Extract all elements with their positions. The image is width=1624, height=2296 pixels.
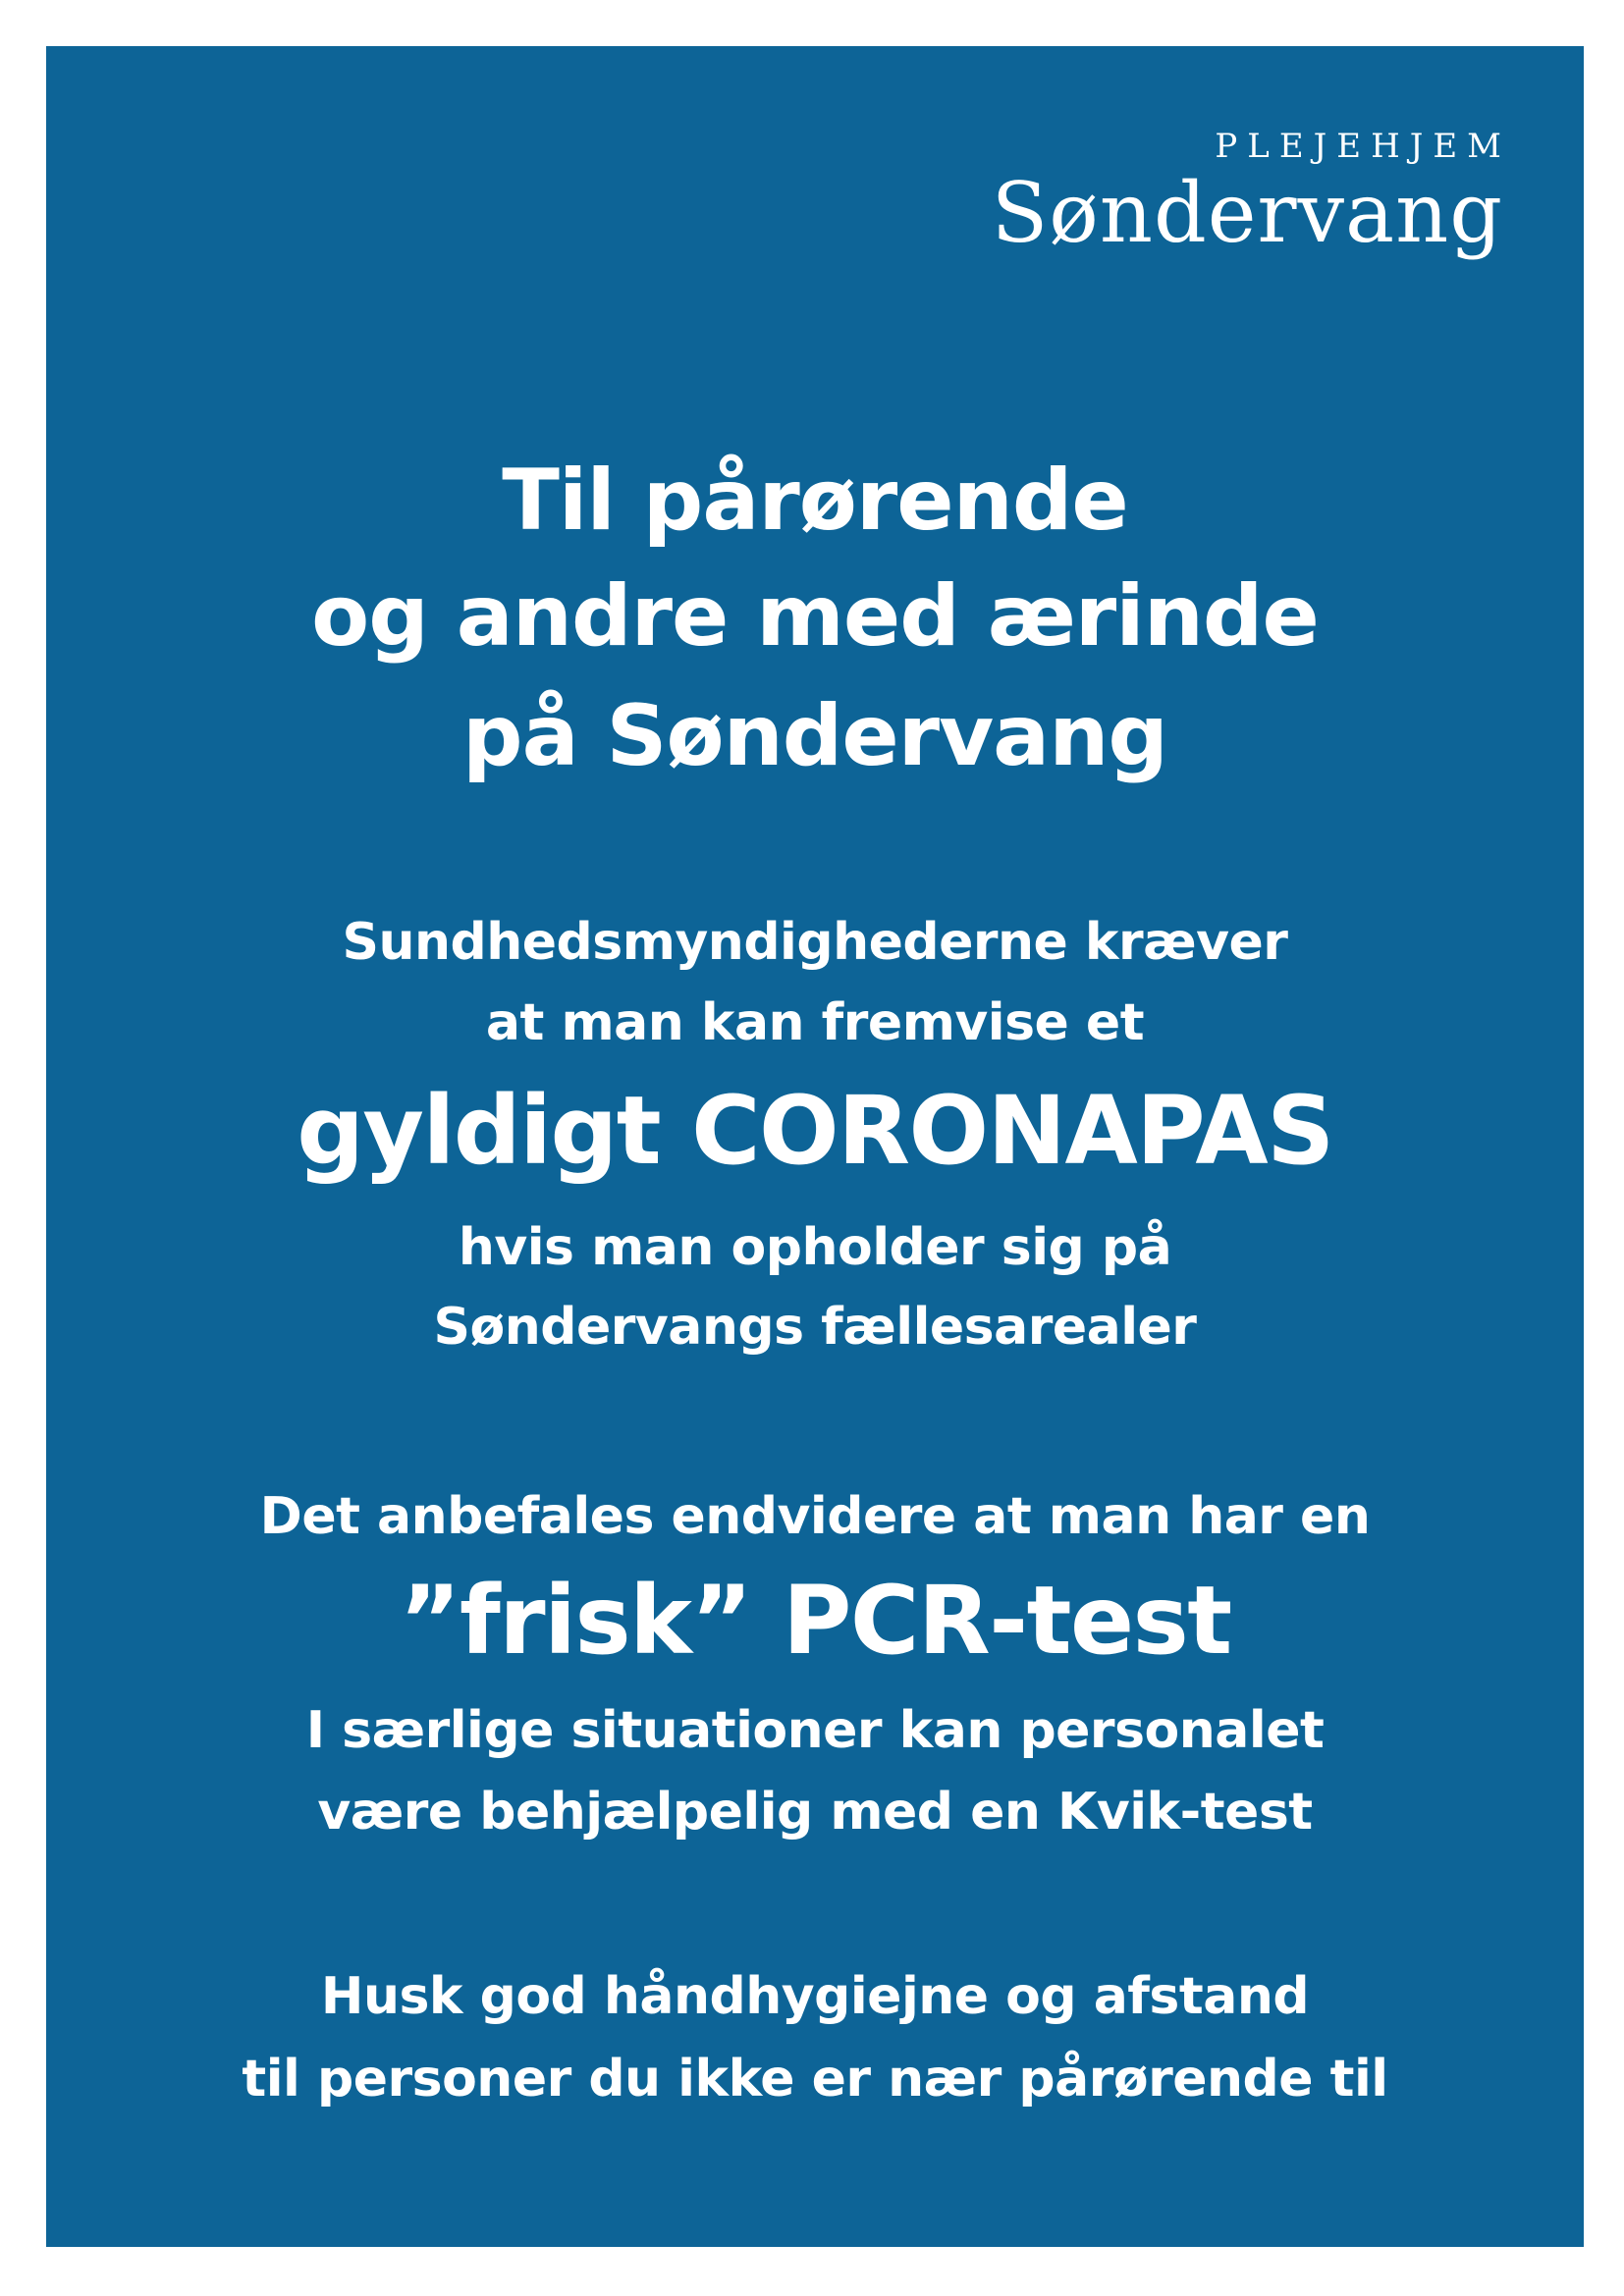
section1-outro-line-1: hvis man opholder sig på [458, 1218, 1172, 1277]
headline-line-1: Til pårørende [502, 452, 1128, 550]
section1-outro-line-2: Søndervangs fællesarealer [433, 1298, 1197, 1357]
plejehjem-sondervang-logo [991, 127, 1511, 261]
section2-outro-line-1: I særlige situationer kan personalet [305, 1701, 1325, 1760]
logo-large-text: Søndervang [991, 165, 1503, 261]
section3-line-2: til personer du ikke er nær pårørende til [242, 2050, 1388, 2109]
coronapas-emphasis: gyldigt CORONAPAS [297, 1076, 1333, 1186]
section2-outro-line-2: være behjælpelig med en Kvik-test [317, 1783, 1313, 1842]
headline-line-2: og andre med ærinde [311, 567, 1319, 666]
poster-panel [46, 46, 1584, 2247]
section3-line-1: Husk god håndhygiejne og afstand [320, 1967, 1310, 2026]
headline-line-3: på Søndervang [462, 687, 1167, 785]
logo-small-text: PLEJEHJEM [1215, 127, 1511, 166]
section1-intro-line-2: at man kan fremvise et [485, 993, 1145, 1052]
section1-intro-line-1: Sundhedsmyndighederne kræver [342, 913, 1288, 972]
section2-intro: Det anbefales endvidere at man har en [259, 1487, 1371, 1546]
pcr-test-emphasis: ”frisk” PCR-test [399, 1566, 1231, 1676]
